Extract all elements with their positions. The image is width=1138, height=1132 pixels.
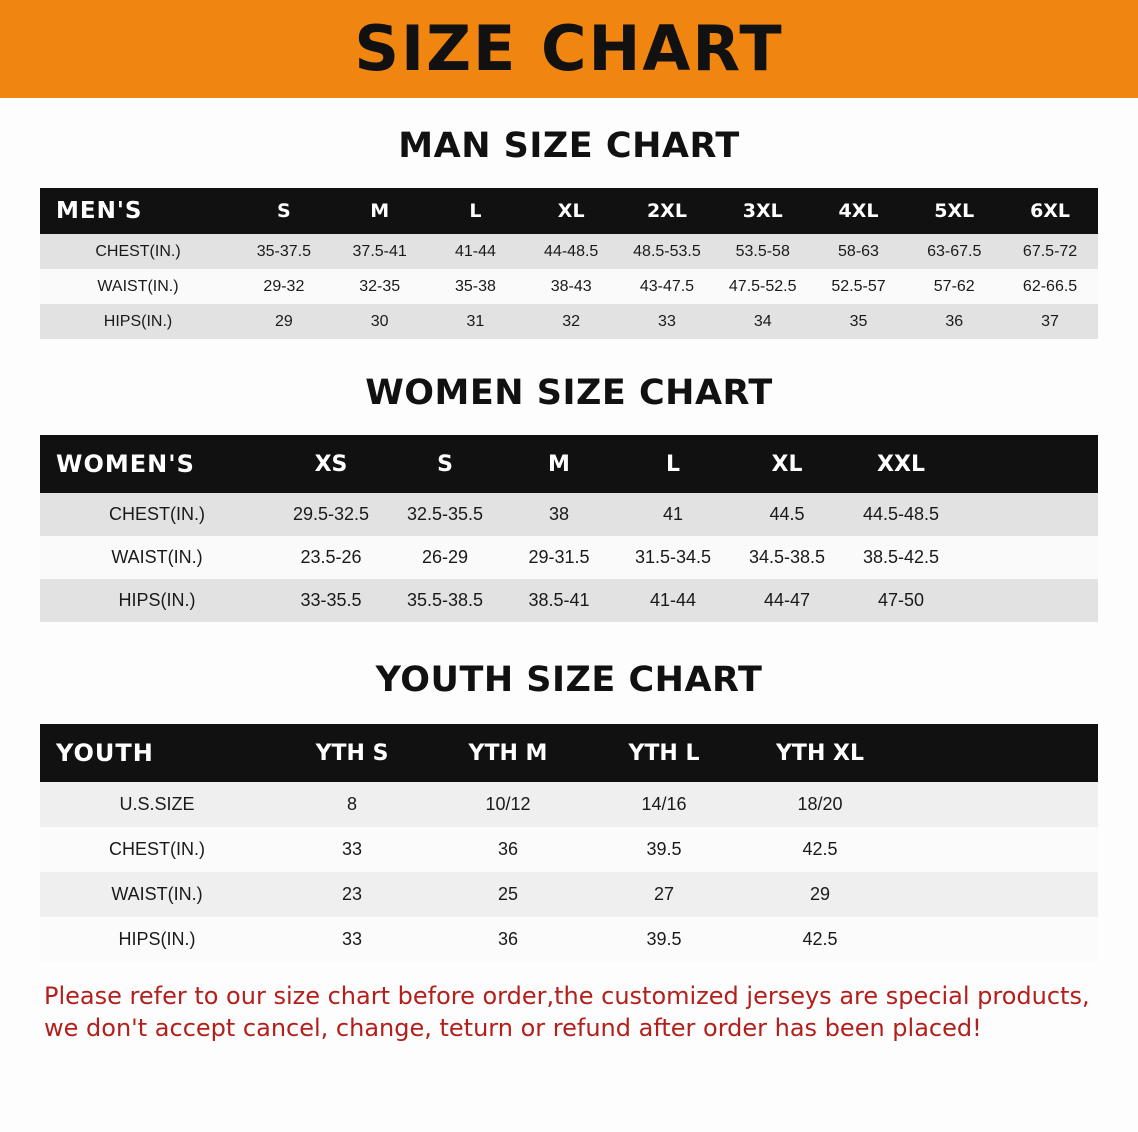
youth-cell-1-3: 42.5 [742,827,898,872]
table-row [40,579,1098,622]
women-cell-0-2: 38 [502,493,616,536]
man-cell-2-0: 29 [236,304,332,339]
man-table-header [40,188,1098,234]
man-col-2: L [428,188,524,234]
youth-cell-3-3: 42.5 [742,917,898,962]
women-cell-1-0: 23.5-26 [274,536,388,579]
man-cell-2-7: 36 [906,304,1002,339]
youth-row-0-label: U.S.SIZE [40,782,274,827]
women-cell-2-1: 35.5-38.5 [388,579,502,622]
table-header-row [40,435,1098,493]
women-cell-1-2: 29-31.5 [502,536,616,579]
women-col-spacer [958,435,1098,493]
women-cell-1-3: 31.5-34.5 [616,536,730,579]
women-cell-1-1: 26-29 [388,536,502,579]
table-header-row [40,188,1098,234]
youth-cell-2-0: 23 [274,872,430,917]
man-cell-1-8: 62-66.5 [1002,269,1098,304]
women-cell-2-3: 41-44 [616,579,730,622]
man-cell-1-0: 29-32 [236,269,332,304]
women-cell-0-5: 44.5-48.5 [844,493,958,536]
man-cell-0-5: 53.5-58 [715,234,811,269]
man-cell-0-8: 67.5-72 [1002,234,1098,269]
youth-table-body [40,782,1098,962]
table-row [40,304,1098,339]
youth-cell-1-0: 33 [274,827,430,872]
youth-corner-label: YOUTH [40,724,274,782]
youth-cell-3-2: 39.5 [586,917,742,962]
youth-cell-1-2: 39.5 [586,827,742,872]
table-row [40,234,1098,269]
man-col-4: 2XL [619,188,715,234]
man-corner-label: MEN'S [40,188,236,234]
women-table-header [40,435,1098,493]
women-col-3: L [616,435,730,493]
youth-cell-0-3: 18/20 [742,782,898,827]
man-row-0-label: CHEST(IN.) [40,234,236,269]
women-cell-2-spacer [958,579,1098,622]
youth-cell-3-spacer [898,917,1098,962]
man-cell-2-4: 33 [619,304,715,339]
youth-cell-0-0: 8 [274,782,430,827]
women-cell-1-4: 34.5-38.5 [730,536,844,579]
table-row [40,493,1098,536]
table-row [40,827,1098,872]
man-col-5: 3XL [715,188,811,234]
youth-cell-1-spacer [898,827,1098,872]
man-cell-2-3: 32 [523,304,619,339]
youth-cell-2-1: 25 [430,872,586,917]
women-cell-2-4: 44-47 [730,579,844,622]
youth-cell-3-0: 33 [274,917,430,962]
man-cell-0-6: 58-63 [811,234,907,269]
table-header-row [40,724,1098,782]
women-cell-1-spacer [958,536,1098,579]
youth-col-spacer [898,724,1098,782]
man-cell-0-3: 44-48.5 [523,234,619,269]
man-col-0: S [236,188,332,234]
youth-cell-3-1: 36 [430,917,586,962]
man-col-1: M [332,188,428,234]
women-size-table [40,435,1098,622]
footer-note [44,980,1094,1045]
man-table-body [40,234,1098,339]
table-row [40,782,1098,827]
youth-cell-2-2: 27 [586,872,742,917]
man-cell-0-4: 48.5-53.5 [619,234,715,269]
youth-row-1-label: CHEST(IN.) [40,827,274,872]
youth-cell-2-spacer [898,872,1098,917]
page-title: SIZE CHART [354,12,784,85]
man-cell-0-2: 41-44 [428,234,524,269]
youth-cell-1-1: 36 [430,827,586,872]
women-cell-0-0: 29.5-32.5 [274,493,388,536]
women-corner-label: WOMEN'S [40,435,274,493]
youth-cell-0-1: 10/12 [430,782,586,827]
man-cell-2-6: 35 [811,304,907,339]
man-col-8: 6XL [1002,188,1098,234]
women-section-title: WOMEN SIZE CHART [365,373,773,413]
youth-col-2: YTH L [586,724,742,782]
man-cell-1-4: 43-47.5 [619,269,715,304]
man-row-2-label: HIPS(IN.) [40,304,236,339]
women-cell-2-5: 47-50 [844,579,958,622]
man-col-3: XL [523,188,619,234]
man-cell-0-1: 37.5-41 [332,234,428,269]
table-row [40,536,1098,579]
man-col-7: 5XL [906,188,1002,234]
women-cell-0-spacer [958,493,1098,536]
man-cell-0-7: 63-67.5 [906,234,1002,269]
man-cell-2-8: 37 [1002,304,1098,339]
man-cell-1-3: 38-43 [523,269,619,304]
women-col-5: XXL [844,435,958,493]
youth-row-3-label: HIPS(IN.) [40,917,274,962]
youth-col-3: YTH XL [742,724,898,782]
women-row-2-label: HIPS(IN.) [40,579,274,622]
man-cell-2-1: 30 [332,304,428,339]
man-section-title: MAN SIZE CHART [398,126,740,166]
women-col-1: S [388,435,502,493]
footer-note-line-1: Please refer to our size chart before order,the customized jerseys are special products, [44,982,1090,1010]
man-cell-2-2: 31 [428,304,524,339]
man-cell-1-1: 32-35 [332,269,428,304]
women-cell-0-3: 41 [616,493,730,536]
man-cell-1-7: 57-62 [906,269,1002,304]
women-row-1-label: WAIST(IN.) [40,536,274,579]
youth-cell-2-3: 29 [742,872,898,917]
youth-table-header [40,724,1098,782]
women-row-0-label: CHEST(IN.) [40,493,274,536]
man-cell-1-5: 47.5-52.5 [715,269,811,304]
women-col-2: M [502,435,616,493]
youth-section-title: YOUTH SIZE CHART [375,660,763,700]
table-row [40,872,1098,917]
women-cell-0-4: 44.5 [730,493,844,536]
youth-cell-0-spacer [898,782,1098,827]
man-cell-1-2: 35-38 [428,269,524,304]
women-cell-2-2: 38.5-41 [502,579,616,622]
youth-row-2-label: WAIST(IN.) [40,872,274,917]
women-cell-1-5: 38.5-42.5 [844,536,958,579]
table-row [40,269,1098,304]
man-cell-1-6: 52.5-57 [811,269,907,304]
man-size-table [40,188,1098,339]
women-cell-2-0: 33-35.5 [274,579,388,622]
footer-note-line-2: we don't accept cancel, change, teturn or refund after order has been placed! [44,1014,982,1043]
women-cell-0-1: 32.5-35.5 [388,493,502,536]
youth-cell-0-2: 14/16 [586,782,742,827]
youth-col-0: YTH S [274,724,430,782]
table-row [40,917,1098,962]
page-banner [0,0,1138,98]
youth-col-1: YTH M [430,724,586,782]
women-table-body [40,493,1098,622]
man-col-6: 4XL [811,188,907,234]
women-col-4: XL [730,435,844,493]
women-col-0: XS [274,435,388,493]
youth-size-table [40,724,1098,962]
man-cell-0-0: 35-37.5 [236,234,332,269]
man-row-1-label: WAIST(IN.) [40,269,236,304]
man-cell-2-5: 34 [715,304,811,339]
